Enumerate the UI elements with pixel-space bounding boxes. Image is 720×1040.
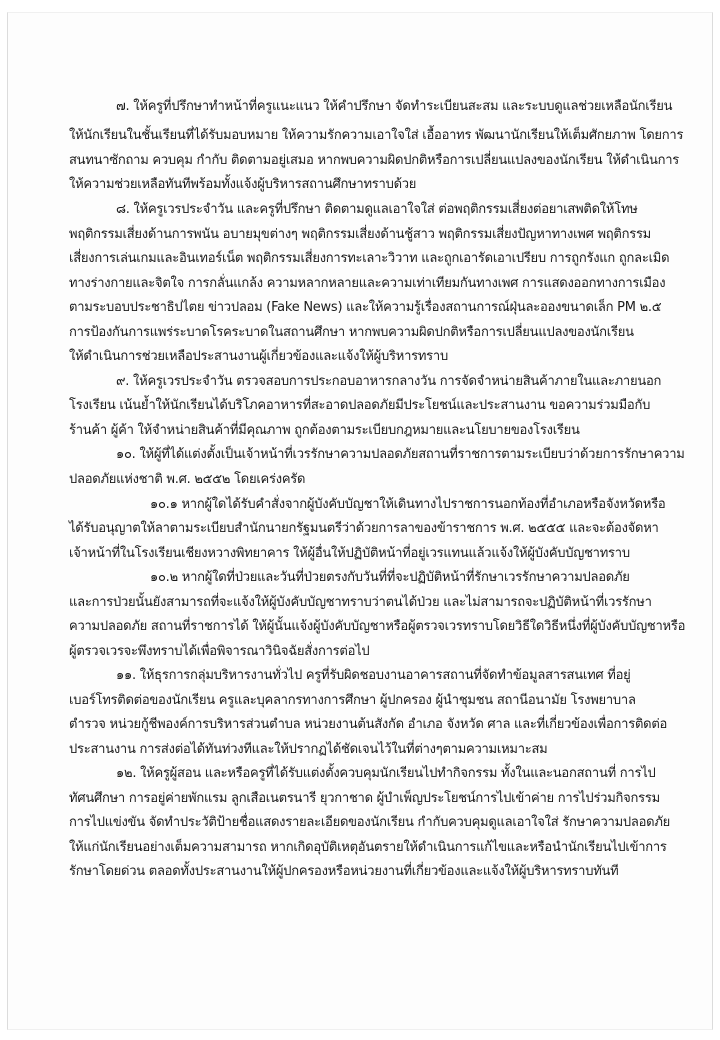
text-line: ผู้ตรวจเวรจะพึงทราบได้เพื่อพิจารณาวินิจฉัยสั่งการต่อไป [69,644,370,659]
text-line: ปลอดภัยแห่งชาติ พ.ศ. ๒๕๕๒ โดยเคร่งครัด [69,472,306,487]
text-line: ๗. ให้ครูที่ปรึกษาทำหน้าที่ครูแนะแนว ให้คำปรึกษา จัดทำระเบียนสะสม และระบบดูแลช่วยเหลือนักเรียน [116,99,673,114]
text-line: ประสานงาน การส่งต่อได้ทันท่วงทีและให้ปรากฏได้ชัดเจนไว้ในที่ต่างๆตามความเหมาะสม [69,742,548,757]
text-line: การป้องกันการแพร่ระบาดโรคระบาดในสถานศึกษา หากพบความผิดปกติหรือการเปลี่ยนแปลงของนักเรียน [69,325,634,340]
text-line: ร้านค้า ผู้ค้า ให้จำหน่ายสินค้าที่มีคุณภาพ ถูกต้องตามระเบียบกฎหมายและนโยบายของโรงเรียน [69,423,580,438]
text-line: ตำรวจ หน่วยกู้ชีพองค์การบริหารส่วนตำบล หน่วยงานต้นสังกัด อำเภอ จังหวัด ศาล และที่เกี่ยวข้องเพื่อการติดต่อ [69,717,668,732]
text-line: ทางร่างกายและจิตใจ การกลั่นแกล้ง ความหลากหลายและความเท่าเทียมกันทางเพศ การแสดงออกทางการเมือง [69,276,666,291]
text-line: ให้แก่นักเรียนอย่างเต็มความสามารถ หากเกิดอุบัติเหตุอันตรายให้ดำเนินการแก้ไขและหรือนำนักเรียนไปเข้าการ [69,840,667,855]
text-line: ให้นักเรียนในชั้นเรียนที่ได้รับมอบหมาย ให้ความรักความเอาใจใส่ เอื้ออาทร พัฒนานักเรียนให้เต็มศักยภาพ โดยการ [69,128,684,143]
scanned-page-frame [7,12,713,1030]
text-line: เสี่ยงการเล่นเกมและอินเทอร์เน็ต พฤติกรรมเสี่ยงการทะเลาะวิวาท และถูกเอารัดเอาเปรียบ การถูกรังแก ถูกละเมิด [69,251,670,266]
text-line: ๘. ให้ครูเวรประจำวัน และครูที่ปรึกษา ติดตามดูแลเอาใจใส่ ต่อพฤติกรรมเสี่ยงต่อยาเสพติดให้โทษ [116,202,638,217]
text-line: ๑๐. ให้ผู้ที่ได้แต่งตั้งเป็นเจ้าหน้าที่เวรรักษาความปลอดภัยสถานที่ราชการตามระเบียบว่าด้วยการรักษาความ [116,447,685,462]
text-line: เจ้าหน้าที่ในโรงเรียนเชียงหวางพิทยาคาร ให้ผู้อื่นให้ปฏิบัติหน้าที่อยู่เวรแทนแล้วแจ้งให้ผู้บังคับบัญชาทราบ [69,546,630,561]
text-line: ให้ความช่วยเหลือทันทีพร้อมทั้งแจ้งผู้บริหารสถานศึกษาทราบด้วย [69,177,417,192]
text-line: ๑๑. ให้ธุรการกลุ่มบริหารงานทั่วไป ครูที่รับผิดชอบงานอาคารสถานที่จัดทำข้อมูลสารสนเทศ ที่อยู่ [116,668,631,683]
text-line: ๑๐.๑ หากผู้ใดได้รับคำสั่งจากผู้บังคับบัญชาให้เดินทางไปราชการนอกท้องที่อำเภอหรือจังหวัดหรือ [150,497,666,512]
text-line: พฤติกรรมเสี่ยงด้านการพนัน อบายมุขต่างๆ พฤติกรรมเสี่ยงด้านชู้สาว พฤติกรรมเสี่ยงปัญหาทางเพศ พฤติกรรม [69,227,652,242]
text-line: โรงเรียน เน้นย้ำให้นักเรียนได้บริโภคอาหารที่สะอาดปลอดภัยมีประโยชน์และประสานงาน ขอความร่วมมือกับ [69,398,651,413]
text-line: ทัศนศึกษา การอยู่ค่ายพักแรม ลูกเสือเนตรนารี ยุวกาชาด ผู้บำเพ็ญประโยชน์การไปเข้าค่าย การไปร่วมกิจกรรม [69,791,660,806]
text-line: เบอร์โทรติดต่อของนักเรียน ครูและบุคลากรทางการศึกษา ผู้ปกครอง ผู้นำชุมชน สถานีอนามัย โรงพยาบาล [69,693,636,708]
text-line: ๑๐.๒ หากผู้ใดที่ป่วยและวันที่ป่วยตรงกับวันที่ที่จะปฏิบัติหน้าที่รักษาเวรรักษาความปลอดภัย [150,570,630,585]
text-line: สนทนาซักถาม ควบคุม กำกับ ติดตามอยู่เสมอ หากพบความผิดปกติหรือการเปลี่ยนแปลงของนักเรียน ให้ดำเนินการ [69,153,680,168]
text-line: ได้รับอนุญาตให้ลาตามระเบียบสำนักนายกรัฐมนตรีว่าด้วยการลาของข้าราชการ พ.ศ. ๒๕๕๕ และจะต้องจัดหา [69,521,659,536]
text-line: รักษาโดยด่วน ตลอดทั้งประสานงานให้ผู้ปกครองหรือหน่วยงานที่เกี่ยวข้องและแจ้งให้ผู้บริหารทราบทันที [69,864,619,879]
text-line: ให้ดำเนินการช่วยเหลือประสานงานผู้เกี่ยวข้องและแจ้งให้ผู้บริหารทราบ [69,349,448,364]
text-line: และการป่วยนั้นยังสามารถที่จะแจ้งให้ผู้บังคับบัญชาทราบว่าตนได้ป่วย และไม่สามารถจะปฏิบัติหน้าที่เวรรักษา [69,595,652,610]
text-line: ตามระบอบประชาธิปไตย ข่าวปลอม (Fake News) และให้ความรู้เรื่องสถานการณ์ฝุ่นละอองขนาดเล็ก PM ๒.๕ [69,300,662,315]
text-line: การไปแข่งขัน จัดทำประวัติป้ายชื่อแสดงรายละเอียดของนักเรียน กำกับควบคุมดูแลเอาใจใส่ รักษาความปลอดภัย [69,815,671,830]
text-line: ๙. ให้ครูเวรประจำวัน ตรวจสอบการประกอบอาหารกลางวัน การจัดจำหน่ายสินค้าภายในและภายนอก [116,374,662,389]
text-line: ๑๒. ให้ครูผู้สอน และหรือครูที่ได้รับแต่งตั้งควบคุมนักเรียนไปทำกิจกรรม ทั้งในและนอกสถานที่ การไป [116,766,656,781]
text-line: ความปลอดภัย สถานที่ราชการได้ ให้ผู้นั้นแจ้งผู้บังคับบัญชาหรือผู้ตรวจเวรทราบโดยวิธีใดวิธีหนึ่งที่ผู้บังคับบัญชาหรือ [69,619,686,634]
